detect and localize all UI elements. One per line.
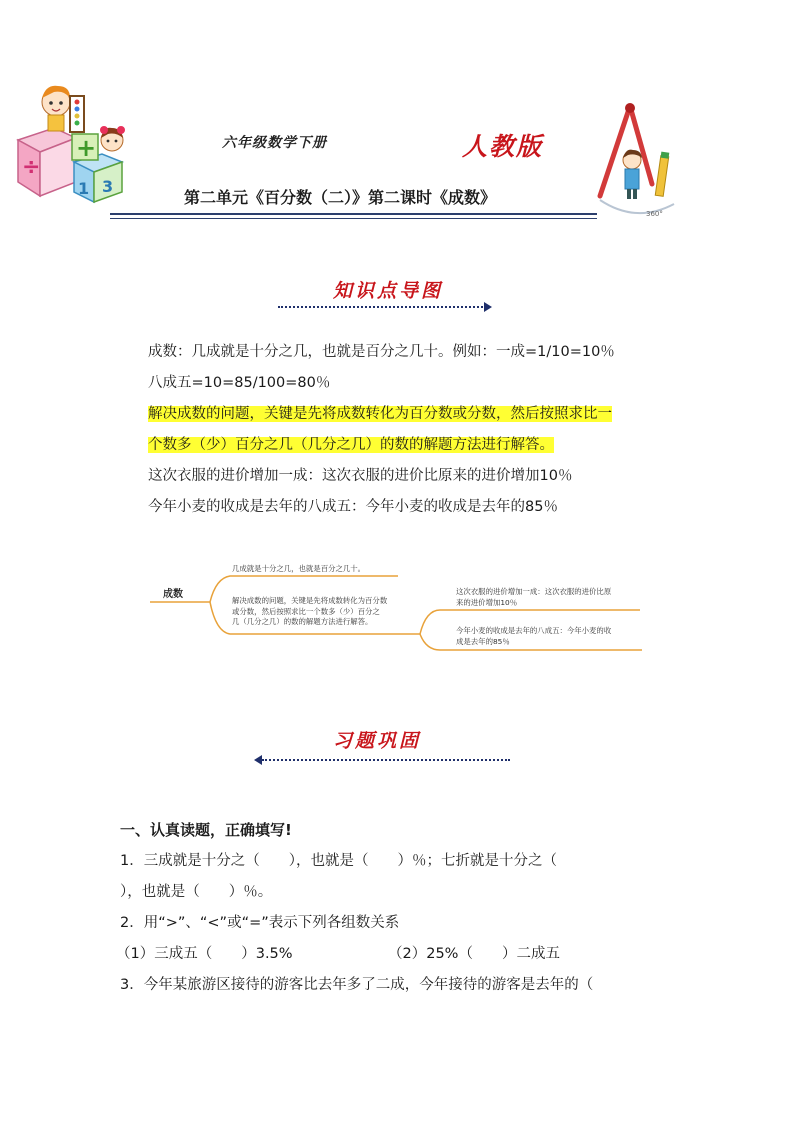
mindmap-node-line: 或分数，然后按照求比一个数多（少）百分之	[232, 606, 380, 616]
exercise-heading: 一、认真读题，正确填写!	[120, 821, 292, 839]
header-rule	[110, 213, 597, 215]
mindmap-leaf-line: 成是去年的85％	[456, 636, 510, 646]
exercise-subquestion: （2）25%（ ）二成五	[388, 946, 560, 962]
mindmap-node-line: 几（几分之几）的数的解题方法进行解答。	[232, 617, 373, 626]
exercise-question: 1．三成就是十分之（ ），也就是（ ）％；七折就是十分之（	[120, 853, 557, 869]
knowledge-line: 这次衣服的进价增加一成：这次衣服的进价比原来的进价增加10％	[148, 468, 573, 484]
mindmap-leaf-line: 来的进价增加10％	[456, 597, 518, 607]
exercise-question: 3．今年某旅游区接待的游客比去年多了二成，今年接待的游客是去年的（	[120, 977, 594, 993]
lesson-title: 第二单元《百分数（二）》第二课时《成数》	[184, 188, 497, 207]
mindmap-leaf-line: 这次衣服的进价增加一成：这次衣服的进价比原	[456, 587, 612, 596]
mindmap-node: 几成就是十分之几，也就是百分之几十。	[232, 564, 366, 573]
protractor-label: 360°	[646, 210, 663, 218]
edition-label: 人教版	[462, 132, 544, 161]
mindmap-leaf	[456, 587, 611, 608]
arrow-right-icon	[484, 302, 492, 312]
dotted-divider	[262, 759, 510, 761]
mindmap-node	[232, 596, 387, 628]
compass-hinge	[625, 103, 635, 113]
header-rule-thin	[110, 218, 597, 219]
compass-illustration	[590, 100, 682, 224]
mindmap-node-line: 解决成数的问题，关键是先将成数转化为百分数	[232, 596, 388, 605]
dice-digit-1: 1	[78, 179, 90, 198]
knowledge-highlight	[148, 404, 612, 424]
section-title-knowledge: 知识点导图	[333, 280, 444, 302]
pink-cube	[18, 128, 76, 196]
knowledge-line: 成数：几成就是十分之几，也就是百分之几十。例如：一成=1/10=10％	[148, 344, 615, 360]
arrow-left-icon	[254, 755, 262, 765]
abacus-icon	[70, 96, 84, 132]
girl-figure	[100, 126, 125, 151]
kid-figure	[623, 150, 642, 199]
section-title-exercises: 习题巩固	[333, 730, 422, 752]
pencil-icon	[655, 152, 669, 197]
knowledge-line: 八成五=10=85/100=80％	[148, 375, 331, 391]
svg-text:+: +	[76, 134, 97, 162]
exercise-subquestion: （1）三成五（ ）3.5%	[116, 946, 293, 962]
svg-text:÷: ÷	[22, 155, 41, 180]
kids-dice-illustration	[12, 78, 132, 208]
highlighted-text: 解决成数的问题，关键是先将成数转化为百分数或分数，然后按照求比一	[148, 406, 612, 422]
knowledge-highlight	[148, 435, 554, 455]
grade-label: 六年级数学下册	[222, 135, 327, 151]
mindmap-root: 成数	[163, 589, 183, 600]
exercise-question: 2．用“>”、“<”或“=”表示下列各组数关系	[120, 915, 400, 931]
mindmap-leaf	[456, 626, 611, 647]
knowledge-line: 今年小麦的收成是去年的八成五：今年小麦的收成是去年的85％	[148, 499, 558, 515]
dice-digit-3: 3	[102, 177, 114, 196]
plus-cube	[72, 134, 98, 162]
dotted-divider	[278, 306, 486, 308]
exercise-question: ），也就是（ ）％。	[120, 884, 273, 900]
boy-figure	[42, 86, 70, 131]
highlighted-text: 个数多（少）百分之几（几分之几）的数的解题方法进行解答。	[148, 437, 554, 453]
mindmap-leaf-line: 今年小麦的收成是去年的八成五：今年小麦的收	[456, 626, 612, 635]
protractor-arc	[600, 200, 674, 213]
